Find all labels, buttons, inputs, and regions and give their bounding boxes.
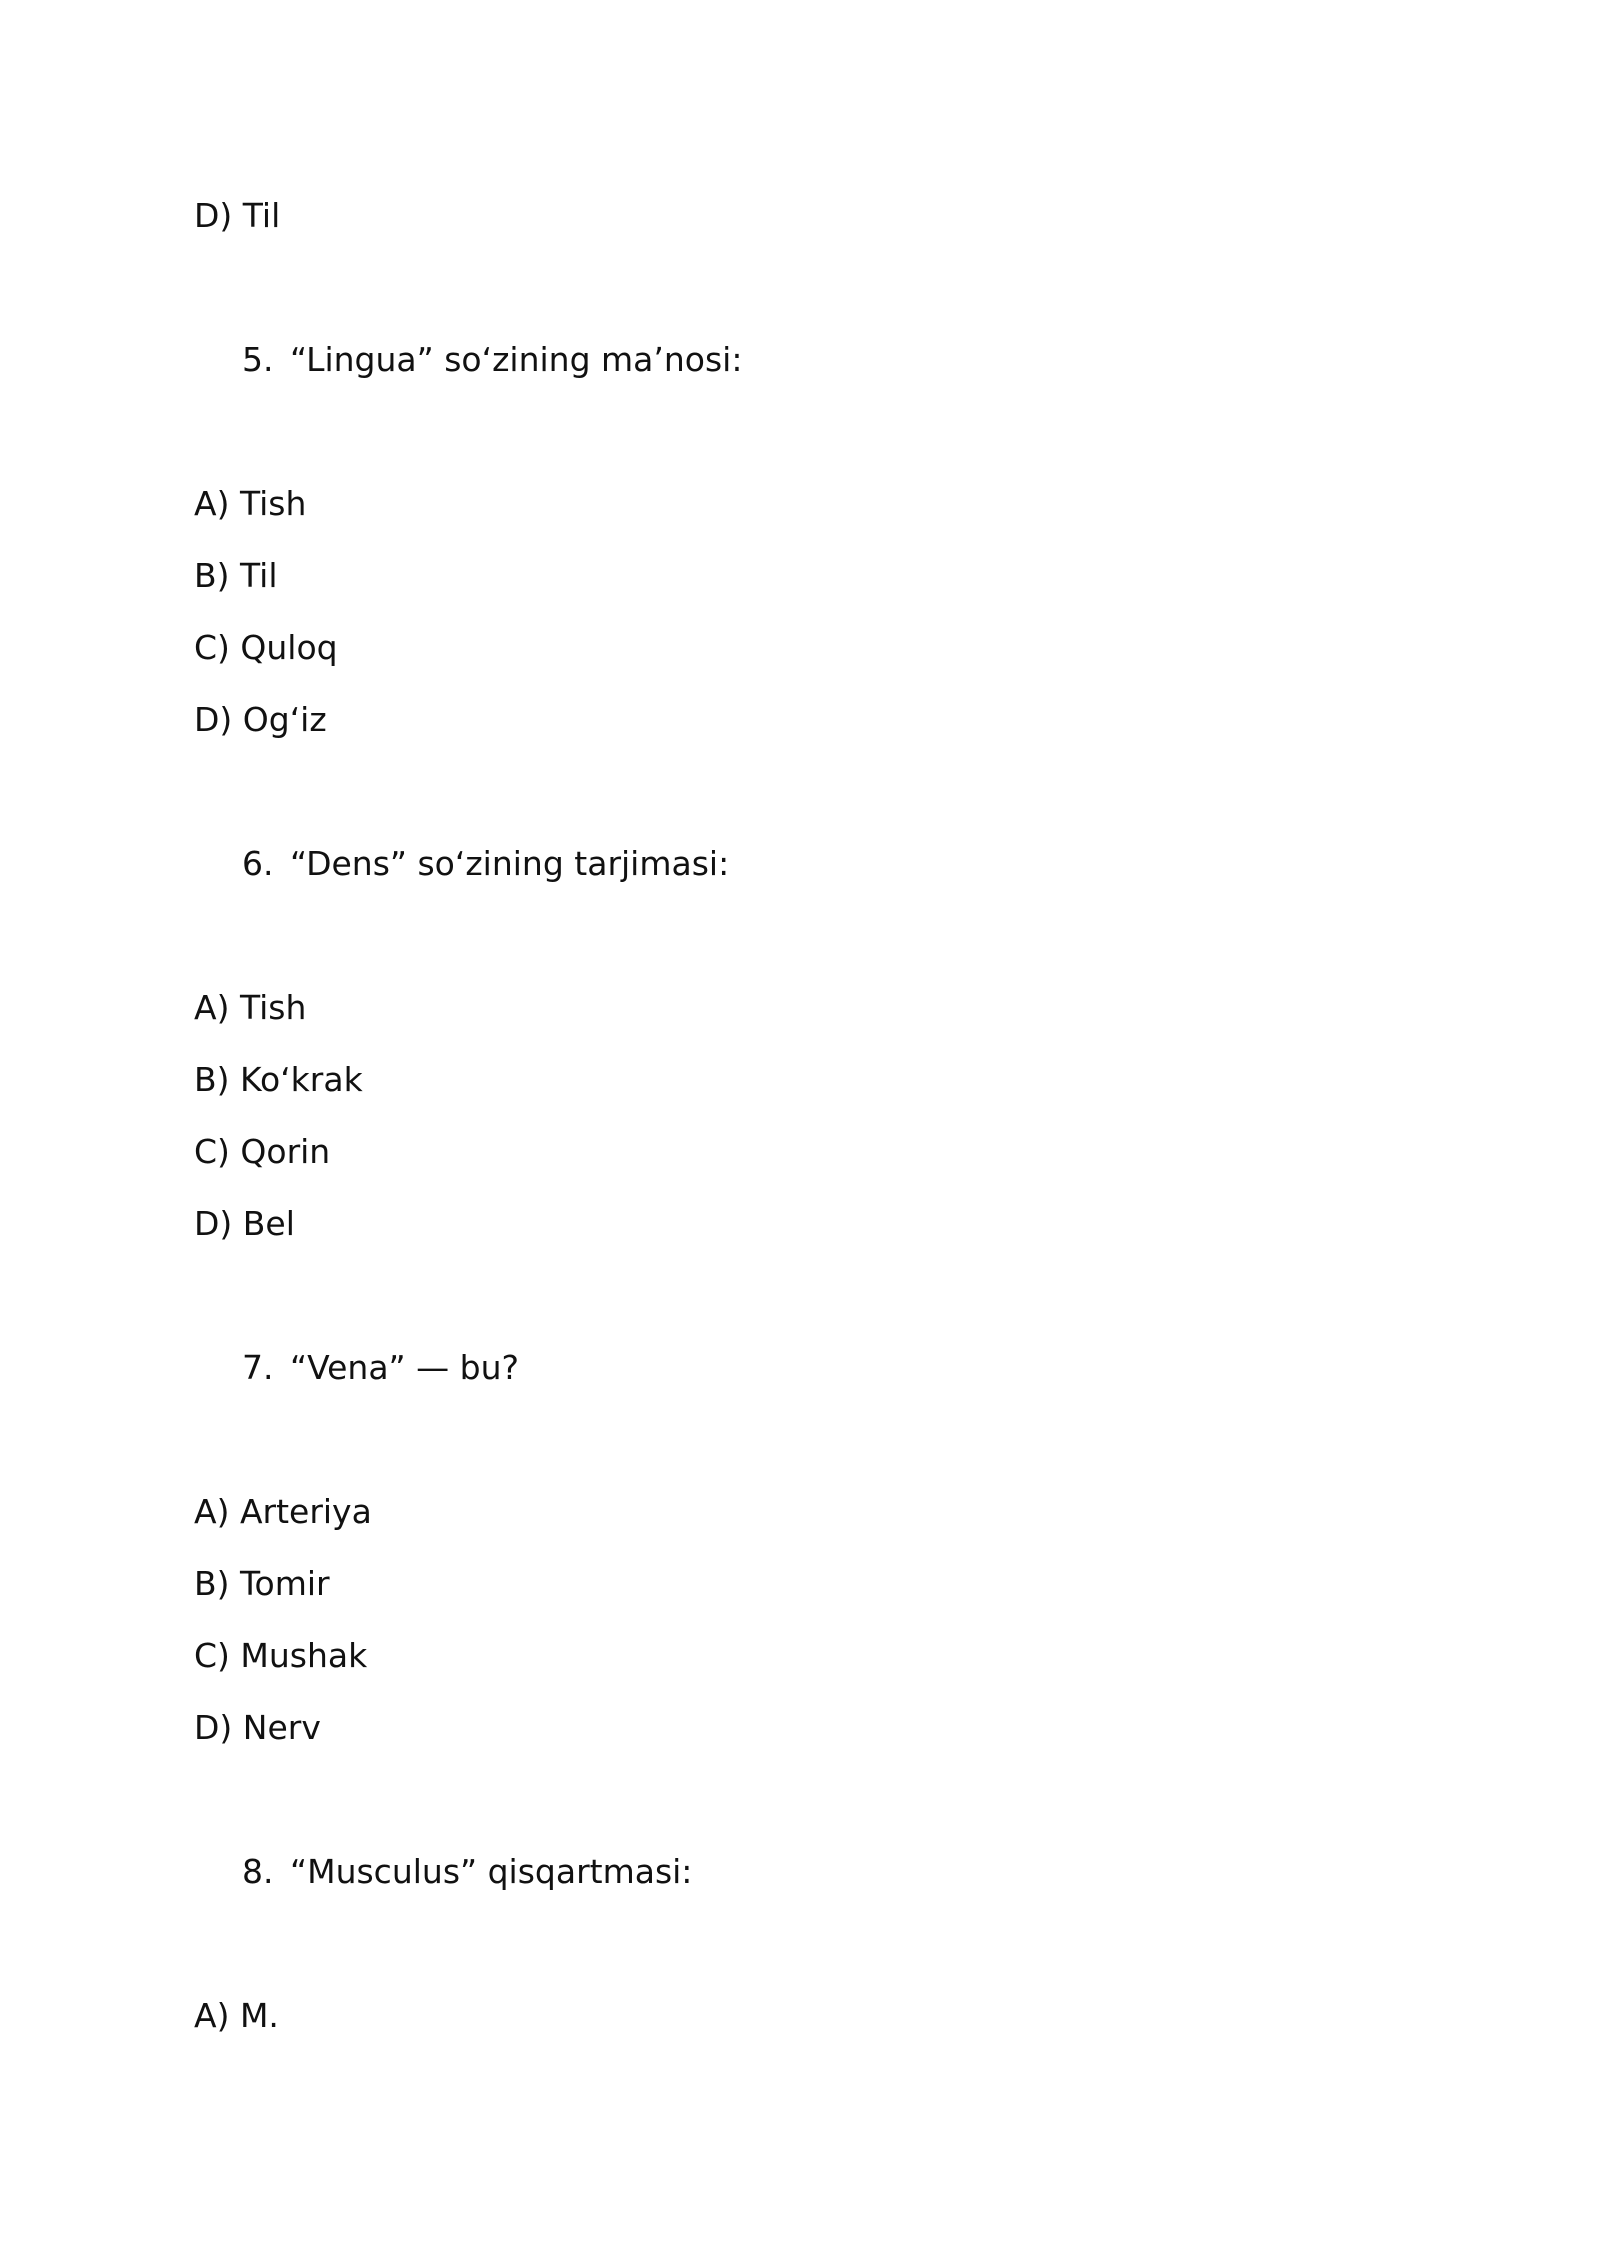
question-5-option-a: A) Tish xyxy=(194,484,307,523)
question-8-number: 8. xyxy=(242,1852,274,1891)
question-6-option-b: B) Ko‘krak xyxy=(194,1060,363,1099)
question-5-option-d: D) Og‘iz xyxy=(194,700,327,739)
question-5-option-c: C) Quloq xyxy=(194,628,338,667)
question-7-number: 7. xyxy=(242,1348,274,1387)
question-8-option-a: A) M. xyxy=(194,1996,279,2035)
question-7-option-b: B) Tomir xyxy=(194,1564,330,1603)
question-6-option-d: D) Bel xyxy=(194,1204,295,1243)
question-7-text: “Vena” — bu? xyxy=(290,1348,520,1387)
question-7-option-d: D) Nerv xyxy=(194,1708,321,1747)
question-7-option-c: C) Mushak xyxy=(194,1636,368,1675)
question-5-option-b: B) Til xyxy=(194,556,278,595)
question-5-number: 5. xyxy=(242,340,274,379)
question-8-text: “Musculus” qisqartmasi: xyxy=(290,1852,693,1891)
question-5-text: “Lingua” so‘zining ma’nosi: xyxy=(290,340,743,379)
question-6-option-c: C) Qorin xyxy=(194,1132,331,1171)
question-6-option-a: A) Tish xyxy=(194,988,307,1027)
question-7-option-a: A) Arteriya xyxy=(194,1492,372,1531)
question-6-number: 6. xyxy=(242,844,274,883)
option-prev-d: D) Til xyxy=(194,196,281,235)
question-6-text: “Dens” so‘zining tarjimasi: xyxy=(290,844,730,883)
